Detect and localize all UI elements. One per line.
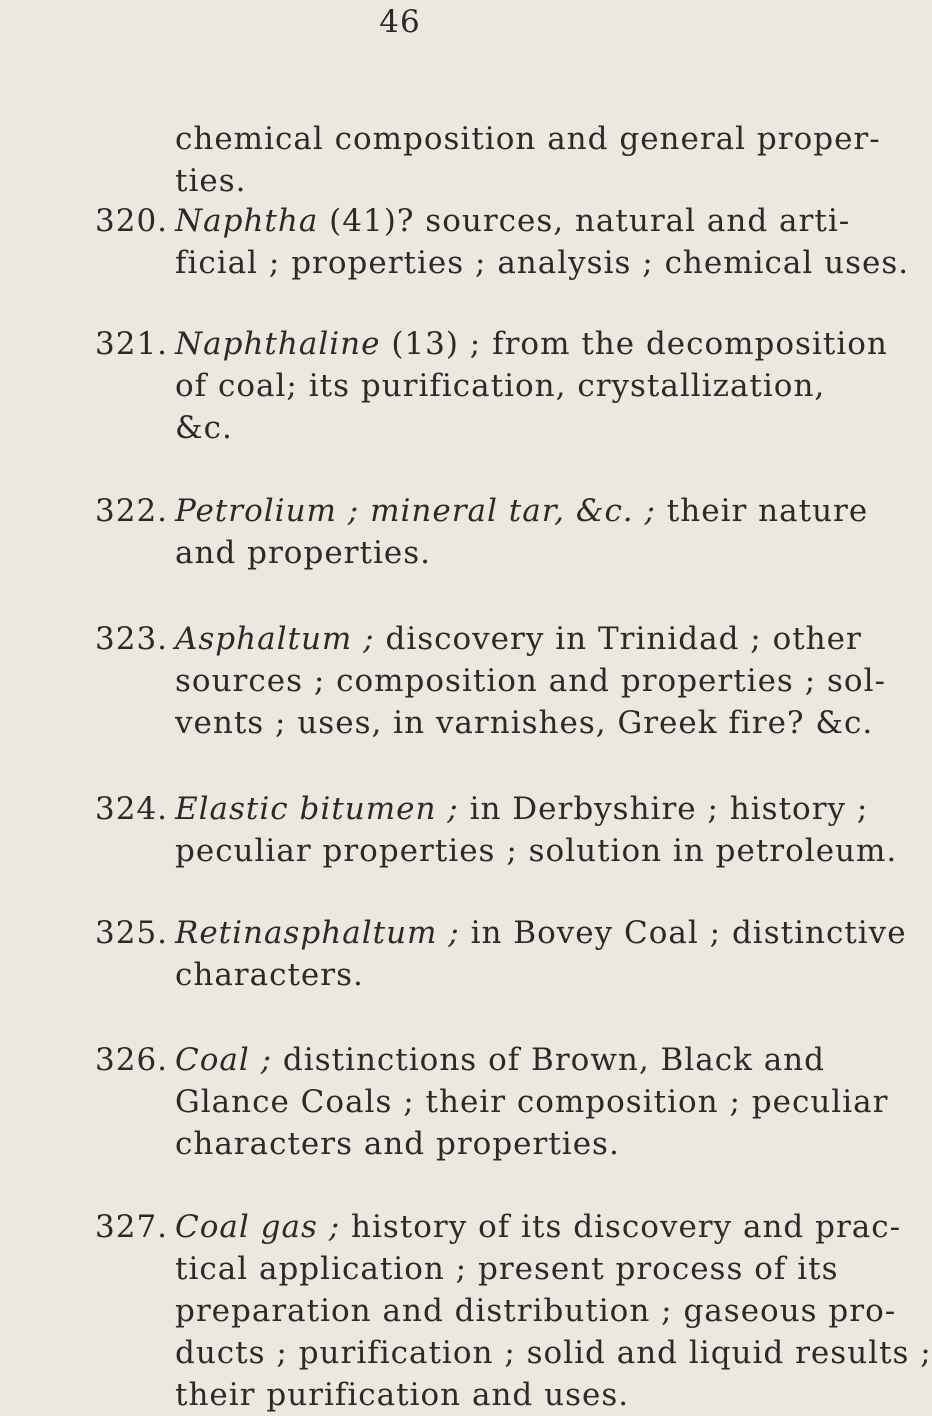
entry-rest: distinctions of Brown, Black and xyxy=(272,1042,825,1078)
text-line: ficial ; properties ; analysis ; chemical uses. xyxy=(175,245,910,281)
entry-rest: discovery in Trinidad ; other xyxy=(374,621,862,657)
text-line xyxy=(175,1206,902,1248)
entry-title: Coal ; xyxy=(175,1042,273,1078)
text-line: and properties. xyxy=(175,535,431,571)
text-line xyxy=(175,323,888,365)
text-line xyxy=(175,200,851,242)
entry-rest: (41)? sources, natural and arti- xyxy=(318,203,851,239)
text-line: Glance Coals ; their composition ; peculiar xyxy=(175,1084,889,1120)
entry-rest: their nature xyxy=(655,493,869,529)
entry-number: 324. xyxy=(95,791,169,827)
entry-text xyxy=(175,912,907,996)
entry-rest: (13) ; from the decomposition xyxy=(380,326,888,362)
text-line: characters and properties. xyxy=(175,1126,620,1162)
entry-text xyxy=(175,490,869,574)
entry-title: Retinasphaltum ; xyxy=(175,915,460,951)
text-line xyxy=(175,788,869,830)
entry-title: Naphthaline xyxy=(175,326,381,362)
entry-number: 320. xyxy=(95,203,169,239)
entry-text xyxy=(175,1206,932,1416)
text-line xyxy=(175,490,869,532)
text-line: &c. xyxy=(175,410,233,446)
entry-text xyxy=(175,788,898,872)
text-line: preparation and distribution ; gaseous pro- xyxy=(175,1293,897,1329)
text-line: peculiar properties ; solution in petroleum. xyxy=(175,833,898,869)
entry-number: 327. xyxy=(95,1209,169,1245)
entry-number: 321. xyxy=(95,326,169,362)
entry-number: 323. xyxy=(95,621,169,657)
entry-number: 322. xyxy=(95,493,169,529)
text-line xyxy=(175,618,862,660)
text-line: ties. xyxy=(175,163,247,199)
text-line: sources ; composition and properties ; sol- xyxy=(175,663,886,699)
entry-title: Petrolium ; mineral tar, &c. ; xyxy=(175,493,656,529)
entry-text xyxy=(175,618,886,744)
entry-number: 325. xyxy=(95,915,169,951)
entry-rest: in Bovey Coal ; distinctive xyxy=(459,915,907,951)
entry-text xyxy=(175,323,888,449)
entry-title: Naphtha xyxy=(175,203,319,239)
text-line: their purification and uses. xyxy=(175,1377,630,1413)
entry-rest: in Derbyshire ; history ; xyxy=(458,791,869,827)
text-line: characters. xyxy=(175,957,364,993)
text-line xyxy=(175,912,907,954)
text-line: chemical composition and general proper- xyxy=(175,121,881,157)
entry-title: Asphaltum ; xyxy=(175,621,375,657)
entry-title: Coal gas ; xyxy=(175,1209,341,1245)
text-line xyxy=(175,1039,825,1081)
entry-title: Elastic bitumen ; xyxy=(175,791,459,827)
entry-number: 326. xyxy=(95,1042,169,1078)
entry-text xyxy=(175,1039,889,1165)
entry-rest: history of its discovery and prac- xyxy=(340,1209,902,1245)
page-number: 46 xyxy=(379,4,421,40)
intro-continuation xyxy=(175,118,881,202)
text-line: ducts ; purification ; solid and liquid results ; xyxy=(175,1335,932,1371)
text-line: tical application ; present process of its xyxy=(175,1251,839,1287)
text-line: vents ; uses, in varnishes, Greek fire? &c. xyxy=(175,705,874,741)
entry-text xyxy=(175,200,910,284)
text-line: of coal; its purification, crystallization, xyxy=(175,368,826,404)
